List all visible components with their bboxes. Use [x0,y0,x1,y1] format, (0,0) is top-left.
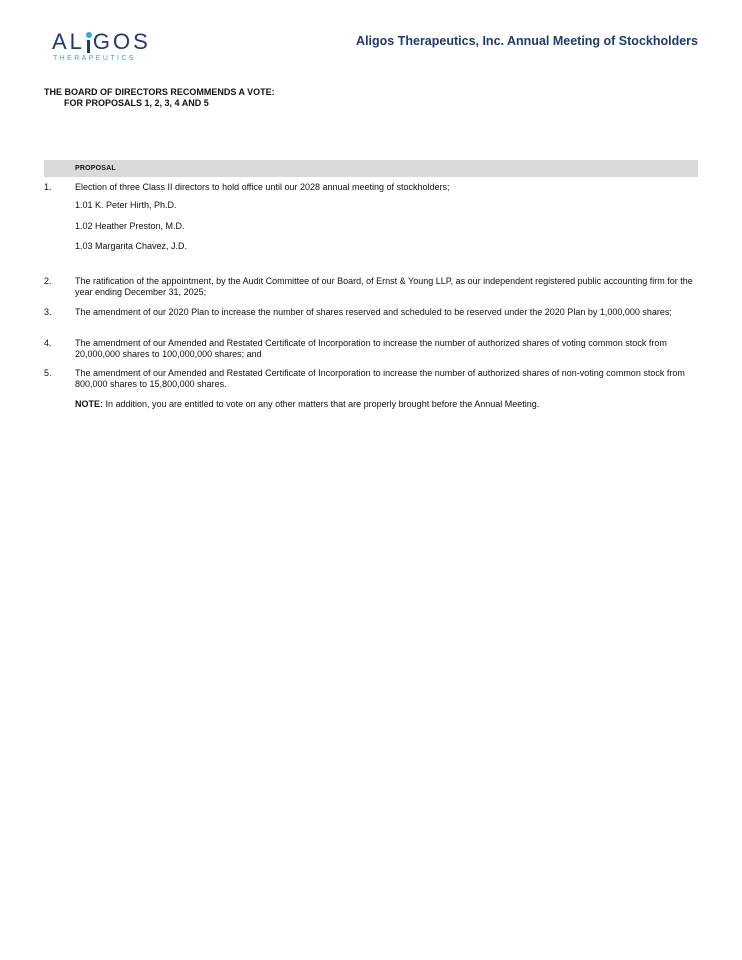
note-paragraph [75,399,695,410]
proposal-number: 1. [44,182,52,192]
note-label: NOTE: [75,399,103,409]
logo-word-part2: GOS [92,29,151,54]
proposal-text: The amendment of our Amended and Restated Certificate of Incorporation to increase the number of authorized shares of voting common stock from 20,000,000 shares to 100,000,000 shares; and [75,338,667,359]
logo-wordmark [52,31,162,53]
nominee-2: 1.02 Heather Preston, M.D. [75,221,185,231]
proposal-text: The amendment of our Amended and Restated Certificate of Incorporation to increase the number of authorized shares of non-voting common stock from 800,000 shares to 15,800,000 shares. [75,368,685,389]
proposal-text: Election of three Class II directors to hold office until our 2028 annual meeting of stockholders; [75,182,450,192]
nominee-1: 1.01 K. Peter Hirth, Ph.D. [75,200,177,210]
recommendation-line2: FOR PROPOSALS 1, 2, 3, 4 AND 5 [64,98,209,108]
company-logo [52,31,162,62]
board-recommendation [44,87,275,109]
proposal-text: The ratification of the appointment, by the Audit Committee of our Board, of Ernst & Young LLP, as our independent registered public accounting firm for the year ending December 31, 2025; [75,276,693,297]
note-text: In addition, you are entitled to vote on any other matters that are properly brought before the Annual Meeting. [103,399,540,409]
proposal-header-label: PROPOSAL [75,165,116,172]
proposal-number: 5. [44,368,52,378]
nominee-3: 1.03 Margarita Chavez, J.D. [75,241,188,251]
recommendation-line1: THE BOARD OF DIRECTORS RECOMMENDS A VOTE: [44,87,275,97]
logo-subtitle: THERAPEUTICS [53,55,136,62]
meeting-title: Aligos Therapeutics, Inc. Annual Meeting of Stockholders [356,34,698,48]
proposal-number: 3. [44,307,52,317]
proposal-number: 2. [44,276,52,286]
logo-i-icon [85,31,93,53]
logo-word-part1: AL [52,29,85,54]
proposal-text: The amendment of our 2020 Plan to increase the number of shares reserved and scheduled to be reserved under the 2020 Plan by 1,000,000 shares; [75,307,672,317]
proposal-header-bar [44,160,698,177]
proposal-number: 4. [44,338,52,348]
